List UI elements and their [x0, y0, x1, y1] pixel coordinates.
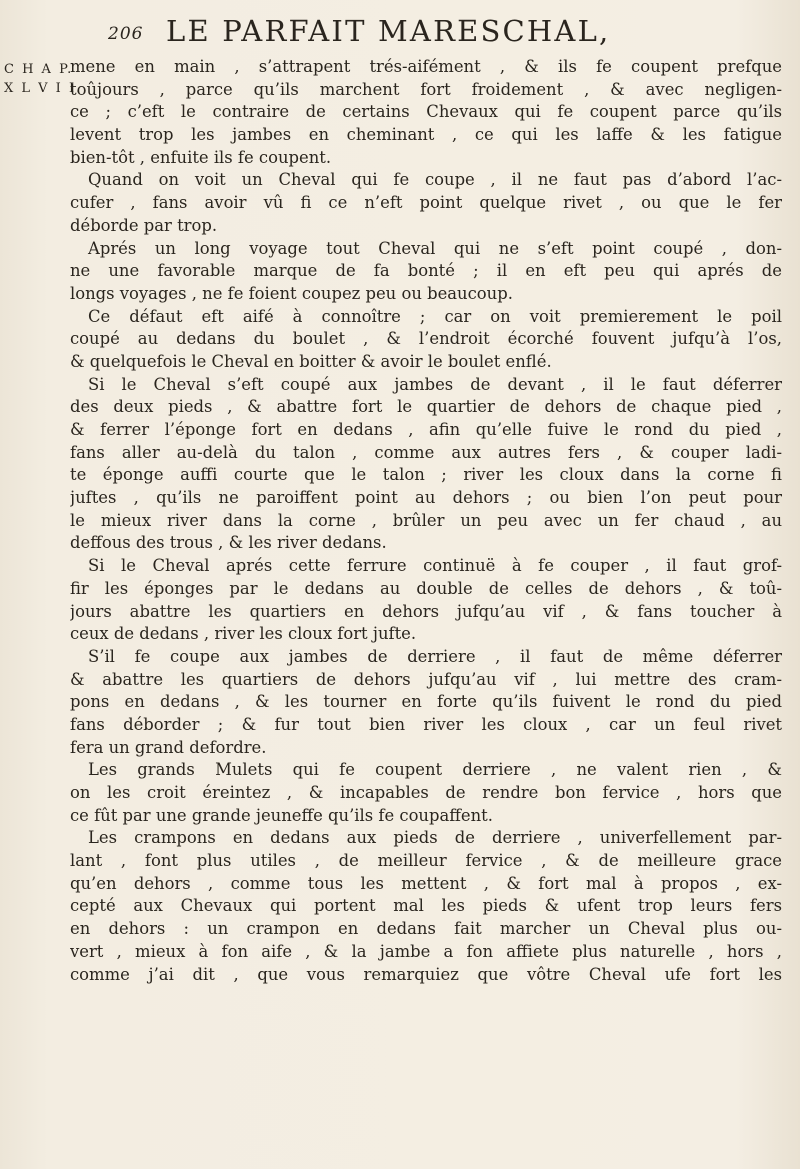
text-line: cufer , fans avoir vû fi ce n’eft point quelque rivet , ou que le fer [70, 193, 782, 213]
page-number: 206 [108, 24, 144, 44]
text-line: cepté aux Chevaux qui portent mal les pieds & ufent trop leurs fers [70, 896, 782, 916]
text-line: levent trop les jambes en cheminant , ce qui les laffe & les fatigue [70, 125, 782, 145]
text-line: & ferrer l’éponge fort en dedans , afin qu’elle fuive le rond du pied , [70, 420, 782, 439]
text-line: jours abattre les quartiers en dehors jufqu’au vif , & fans toucher à [70, 601, 782, 621]
text-line: fera un grand defordre. [70, 737, 267, 757]
text-line: S’il fe coupe aux jambes de derriere , il faut de même déferrer [88, 646, 782, 666]
text-line: vert , mieux à fon aife , & la jambe a fon affiete plus naturelle , hors , [70, 941, 782, 961]
chapter-label: C H A P. [4, 62, 74, 77]
text-line: toûjours , parce qu’ils marchent fort froidement , & avec negligen- [70, 79, 782, 99]
text-line: Si le Cheval s’eft coupé aux jambes de devant , il le faut déferrer [88, 374, 782, 394]
text-line: Ce défaut eft aifé à connoître ; car on voit premierement le poil [88, 306, 782, 326]
text-line: ce fût par une grande jeuneffe qu’ils fe coupaffent. [70, 805, 493, 825]
body-text [70, 56, 782, 986]
text-line: pons en dedans , & les tourner en forte qu’ils fuivent le rond du pied [70, 692, 782, 712]
text-line: coupé au dedans du boulet , & l’endroit écorché fouvent jufqu’à l’os, [70, 329, 782, 349]
text-line: fans aller au-delà du talon , comme aux autres fers , & couper ladi- [70, 442, 782, 462]
text-line: Si le Cheval aprés cette ferrure continuë à fe couper , il faut grof- [88, 556, 782, 576]
text-line: bien-tôt , enfuite ils fe coupent. [70, 147, 332, 167]
text-line: mene en main , s’attrapent trés-aifément , & ils fe coupent prefque [70, 57, 782, 76]
text-line: Les crampons en dedans aux pieds de derriere , univerfellement par- [88, 828, 782, 848]
text-line: en dehors : un crampon en dedans fait marcher un Cheval plus ou- [70, 919, 782, 939]
text-line: Aprés un long voyage tout Cheval qui ne s’eft point coupé , don- [88, 238, 782, 258]
text-line: te éponge auffi courte que le talon ; river les cloux dans la corne fi [70, 465, 782, 485]
text-line: fans déborder ; & fur tout bien river les cloux , car un feul rivet [70, 714, 782, 734]
text-line: qu’en dehors , comme tous les mettent , & fort mal à propos , ex- [70, 873, 782, 893]
text-line: & quelquefois le Cheval en boitter & avoir le boulet enflé. [70, 351, 552, 371]
text-line: longs voyages , ne fe foient coupez peu ou beaucoup. [70, 283, 513, 303]
text-line: le mieux river dans la corne , brûler un peu avec un fer chaud , au [70, 510, 782, 530]
text-line: juftes , qu’ils ne paroiffent point au dehors ; ou bien l’on peut pour [70, 488, 782, 508]
text-line: on les croit éreintez , & incapables de rendre bon fervice , hors que [70, 783, 782, 802]
text-line: ne une favorable marque de fa bonté ; il en eft peu qui aprés de [70, 261, 782, 281]
text-line: Quand on voit un Cheval qui fe coupe , il ne faut pas d’abord l’ac- [88, 170, 782, 190]
text-line: ceux de dedans , river les cloux fort jufte. [70, 624, 417, 644]
chapter-number: X L V I I. [4, 81, 83, 96]
text-line: fir les éponges par le dedans au double de celles de dehors , & toû- [70, 578, 782, 598]
running-title: LE PARFAIT MARESCHAL, [166, 14, 611, 48]
chapter-margin-note [4, 60, 83, 98]
text-line: ce ; c’eft le contraire de certains Chevaux qui fe coupent parce qu’ils [70, 102, 782, 122]
text-line: Les grands Mulets qui fe coupent derriere , ne valent rien , & [88, 760, 782, 780]
text-line: & abattre les quartiers de dehors jufqu’au vif , lui mettre des cram- [70, 669, 782, 689]
page-header [108, 14, 778, 54]
text-line: deffous des trous , & les river dedans. [70, 533, 387, 553]
text-line: des deux pieds , & abattre fort le quartier de dehors de chaque pied , [70, 397, 782, 417]
text-line: comme j’ai dit , que vous remarquiez que vôtre Cheval ufe fort les [70, 964, 782, 984]
text-line: déborde par trop. [70, 215, 218, 235]
text-line: lant , font plus utiles , de meilleur fervice , & de meilleure grace [70, 851, 782, 871]
